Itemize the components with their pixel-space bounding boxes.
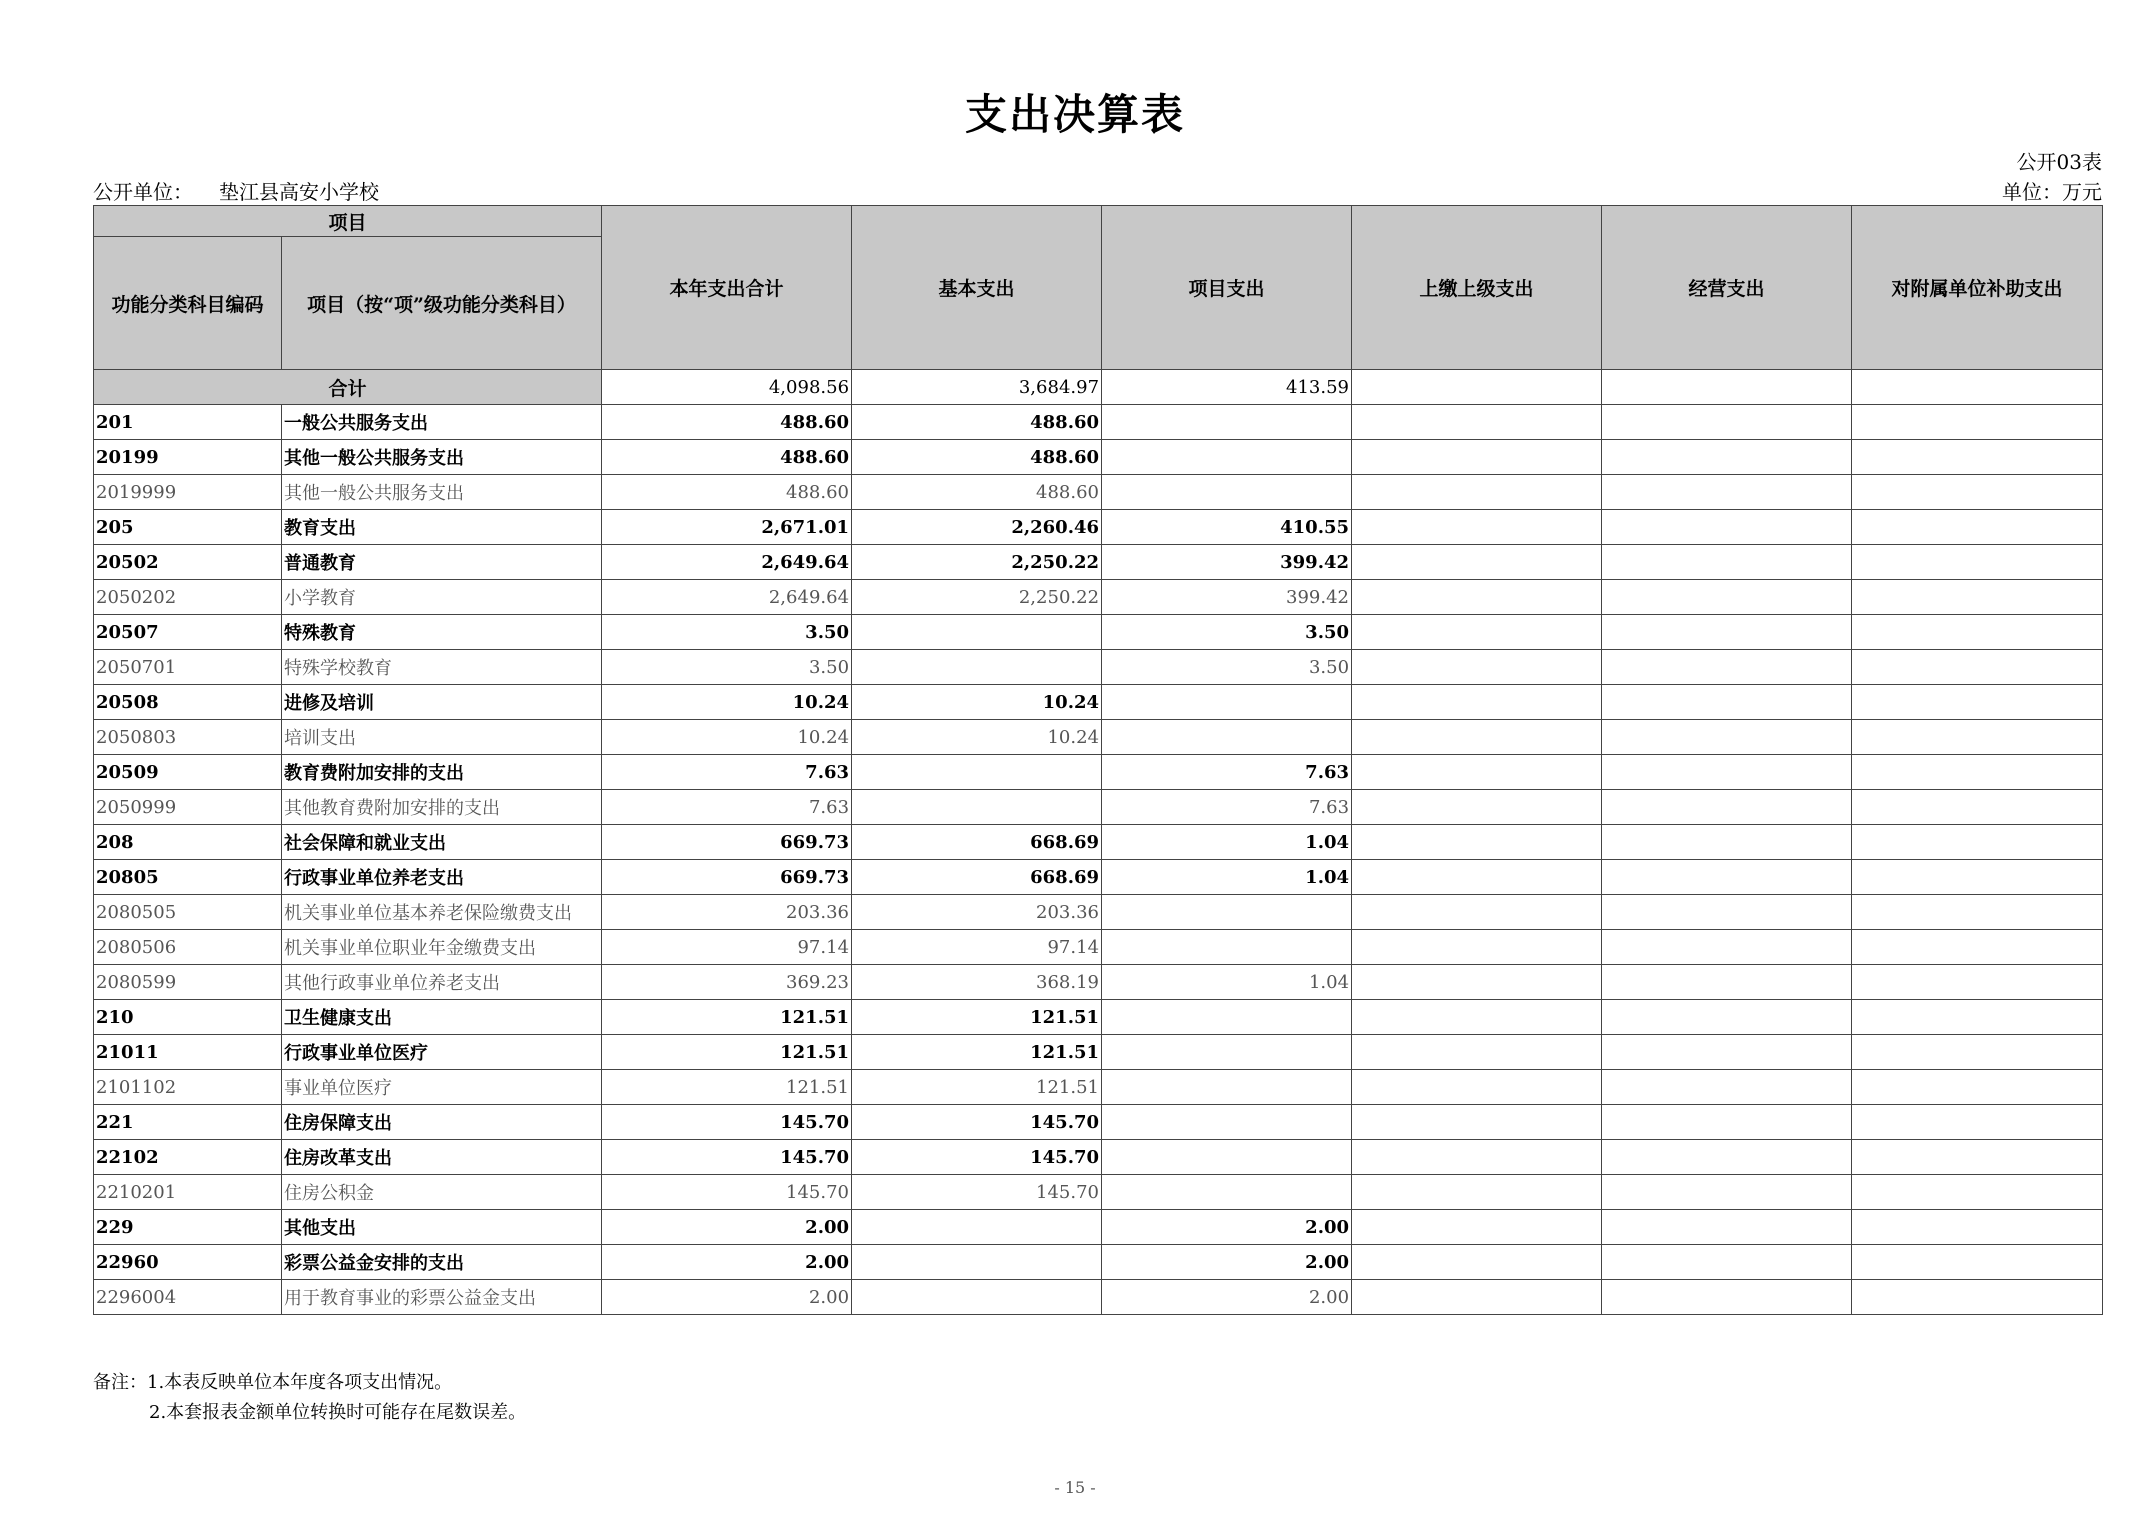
project-cell [1102, 440, 1352, 475]
business-cell [1602, 1035, 1852, 1070]
table-row [94, 825, 2103, 860]
upper-cell [1352, 615, 1602, 650]
business-cell [1602, 1105, 1852, 1140]
project-cell [1102, 1070, 1352, 1105]
form-number: 公开03表 [2016, 150, 2102, 174]
subsidy-cell [1852, 1280, 2103, 1315]
code-cell: 205 [94, 510, 282, 545]
name-cell: 卫生健康支出 [282, 1000, 602, 1035]
name-cell: 其他行政事业单位养老支出 [282, 965, 602, 1000]
basic-cell: 2,260.46 [852, 510, 1102, 545]
business-cell [1602, 720, 1852, 755]
project-cell [1102, 895, 1352, 930]
code-cell: 229 [94, 1210, 282, 1245]
subsidy-cell [1852, 370, 2103, 405]
basic-cell [852, 790, 1102, 825]
table-row [94, 1070, 2103, 1105]
business-cell [1602, 1000, 1852, 1035]
upper-cell [1352, 1210, 1602, 1245]
business-cell [1602, 860, 1852, 895]
upper-cell [1352, 790, 1602, 825]
project-cell: 413.59 [1102, 370, 1352, 405]
org-label: 公开单位： [93, 180, 193, 204]
header-business: 经营支出 [1602, 206, 1852, 370]
table-row [94, 475, 2103, 510]
basic-cell [852, 755, 1102, 790]
code-cell: 2080506 [94, 930, 282, 965]
total-cell: 488.60 [602, 405, 852, 440]
business-cell [1602, 370, 1852, 405]
subsidy-cell [1852, 1035, 2103, 1070]
upper-cell [1352, 475, 1602, 510]
table-row [94, 860, 2103, 895]
basic-cell [852, 1245, 1102, 1280]
business-cell [1602, 475, 1852, 510]
basic-cell: 145.70 [852, 1175, 1102, 1210]
upper-cell [1352, 860, 1602, 895]
basic-cell: 121.51 [852, 1035, 1102, 1070]
business-cell [1602, 405, 1852, 440]
header-project: 项目支出 [1102, 206, 1352, 370]
code-cell: 20509 [94, 755, 282, 790]
business-cell [1602, 965, 1852, 1000]
basic-cell [852, 1210, 1102, 1245]
name-cell: 教育费附加安排的支出 [282, 755, 602, 790]
upper-cell [1352, 965, 1602, 1000]
upper-cell [1352, 895, 1602, 930]
subsidy-cell [1852, 650, 2103, 685]
project-cell: 7.63 [1102, 790, 1352, 825]
table-row [94, 1000, 2103, 1035]
subsidy-cell [1852, 720, 2103, 755]
basic-cell [852, 615, 1102, 650]
upper-cell [1352, 510, 1602, 545]
table-row [94, 685, 2103, 720]
basic-cell: 10.24 [852, 685, 1102, 720]
upper-cell [1352, 405, 1602, 440]
name-cell: 住房保障支出 [282, 1105, 602, 1140]
basic-cell: 145.70 [852, 1140, 1102, 1175]
name-cell: 小学教育 [282, 580, 602, 615]
basic-cell: 488.60 [852, 440, 1102, 475]
total-cell: 7.63 [602, 790, 852, 825]
total-cell: 369.23 [602, 965, 852, 1000]
basic-cell: 121.51 [852, 1000, 1102, 1035]
business-cell [1602, 1140, 1852, 1175]
code-cell: 2019999 [94, 475, 282, 510]
name-cell: 其他教育费附加安排的支出 [282, 790, 602, 825]
total-cell: 669.73 [602, 860, 852, 895]
upper-cell [1352, 1000, 1602, 1035]
basic-cell: 2,250.22 [852, 545, 1102, 580]
upper-cell [1352, 755, 1602, 790]
project-cell [1102, 685, 1352, 720]
total-cell: 145.70 [602, 1175, 852, 1210]
code-cell: 20199 [94, 440, 282, 475]
code-cell: 2210201 [94, 1175, 282, 1210]
code-cell: 2101102 [94, 1070, 282, 1105]
project-cell: 1.04 [1102, 825, 1352, 860]
table-row [94, 895, 2103, 930]
basic-cell [852, 1280, 1102, 1315]
total-cell: 2,649.64 [602, 580, 852, 615]
notes [93, 1368, 526, 1428]
subsidy-cell [1852, 510, 2103, 545]
total-cell: 97.14 [602, 930, 852, 965]
subsidy-cell [1852, 1210, 2103, 1245]
subsidy-cell [1852, 685, 2103, 720]
project-cell: 399.42 [1102, 580, 1352, 615]
project-cell [1102, 1140, 1352, 1175]
project-cell: 1.04 [1102, 860, 1352, 895]
upper-cell [1352, 930, 1602, 965]
header-code: 功能分类科目编码 [94, 237, 282, 370]
subsidy-cell [1852, 1070, 2103, 1105]
subsidy-cell [1852, 1245, 2103, 1280]
project-cell [1102, 475, 1352, 510]
page-title: 支出决算表 [964, 90, 1185, 139]
name-cell: 事业单位医疗 [282, 1070, 602, 1105]
subsidy-cell [1852, 1000, 2103, 1035]
name-cell: 其他一般公共服务支出 [282, 440, 602, 475]
business-cell [1602, 895, 1852, 930]
total-cell: 145.70 [602, 1140, 852, 1175]
table-row [94, 510, 2103, 545]
table-row [94, 790, 2103, 825]
code-cell: 2050202 [94, 580, 282, 615]
subsidy-cell [1852, 1105, 2103, 1140]
name-cell: 培训支出 [282, 720, 602, 755]
table-row [94, 965, 2103, 1000]
upper-cell [1352, 1245, 1602, 1280]
code-cell: 20508 [94, 685, 282, 720]
project-cell [1102, 1175, 1352, 1210]
total-cell: 10.24 [602, 685, 852, 720]
upper-cell [1352, 1105, 1602, 1140]
basic-cell: 368.19 [852, 965, 1102, 1000]
business-cell [1602, 755, 1852, 790]
note-1: 备注：1.本表反映单位本年度各项支出情况。 [93, 1372, 453, 1393]
table-row [94, 1140, 2103, 1175]
total-cell: 4,098.56 [602, 370, 852, 405]
code-cell: 2050999 [94, 790, 282, 825]
table-row [94, 755, 2103, 790]
business-cell [1602, 1210, 1852, 1245]
business-cell [1602, 1175, 1852, 1210]
name-cell: 其他一般公共服务支出 [282, 475, 602, 510]
upper-cell [1352, 1280, 1602, 1315]
table-row [94, 930, 2103, 965]
code-cell: 22102 [94, 1140, 282, 1175]
project-cell: 2.00 [1102, 1245, 1352, 1280]
basic-cell: 488.60 [852, 475, 1102, 510]
name-cell: 特殊学校教育 [282, 650, 602, 685]
project-cell: 3.50 [1102, 615, 1352, 650]
table-row [94, 1245, 2103, 1280]
name-cell: 机关事业单位职业年金缴费支出 [282, 930, 602, 965]
project-cell [1102, 1105, 1352, 1140]
name-cell: 进修及培训 [282, 685, 602, 720]
table-row [94, 440, 2103, 475]
business-cell [1602, 930, 1852, 965]
subsidy-cell [1852, 755, 2103, 790]
total-cell: 145.70 [602, 1105, 852, 1140]
project-cell: 3.50 [1102, 650, 1352, 685]
code-cell: 2080599 [94, 965, 282, 1000]
header-subsidy: 对附属单位补助支出 [1852, 206, 2103, 370]
project-cell: 2.00 [1102, 1210, 1352, 1245]
basic-cell: 97.14 [852, 930, 1102, 965]
business-cell [1602, 1070, 1852, 1105]
basic-cell: 668.69 [852, 825, 1102, 860]
project-cell: 399.42 [1102, 545, 1352, 580]
total-cell: 2,649.64 [602, 545, 852, 580]
name-cell: 教育支出 [282, 510, 602, 545]
project-cell [1102, 930, 1352, 965]
basic-cell: 488.60 [852, 405, 1102, 440]
project-cell [1102, 1000, 1352, 1035]
code-cell: 2050701 [94, 650, 282, 685]
name-cell: 用于教育事业的彩票公益金支出 [282, 1280, 602, 1315]
business-cell [1602, 545, 1852, 580]
table-row [94, 1210, 2103, 1245]
name-cell: 一般公共服务支出 [282, 405, 602, 440]
code-cell: 2050803 [94, 720, 282, 755]
subsidy-cell [1852, 930, 2103, 965]
name-cell: 特殊教育 [282, 615, 602, 650]
total-cell: 121.51 [602, 1035, 852, 1070]
code-cell: 221 [94, 1105, 282, 1140]
subsidy-cell [1852, 1175, 2103, 1210]
total-cell: 488.60 [602, 475, 852, 510]
subsidy-cell [1852, 475, 2103, 510]
table-row [94, 545, 2103, 580]
header-basic: 基本支出 [852, 206, 1102, 370]
total-cell: 2,671.01 [602, 510, 852, 545]
project-cell [1102, 720, 1352, 755]
name-cell: 彩票公益金安排的支出 [282, 1245, 602, 1280]
code-cell: 20507 [94, 615, 282, 650]
business-cell [1602, 580, 1852, 615]
total-cell: 203.36 [602, 895, 852, 930]
total-cell: 10.24 [602, 720, 852, 755]
code-cell: 21011 [94, 1035, 282, 1070]
basic-cell: 2,250.22 [852, 580, 1102, 615]
total-cell: 2.00 [602, 1245, 852, 1280]
name-cell: 住房公积金 [282, 1175, 602, 1210]
upper-cell [1352, 580, 1602, 615]
upper-cell [1352, 685, 1602, 720]
upper-cell [1352, 440, 1602, 475]
subsidy-cell [1852, 825, 2103, 860]
upper-cell [1352, 650, 1602, 685]
org-name: 垫江县高安小学校 [219, 180, 379, 204]
business-cell [1602, 825, 1852, 860]
business-cell [1602, 685, 1852, 720]
upper-cell [1352, 1140, 1602, 1175]
header-name: 项目（按“项”级功能分类科目） [282, 237, 602, 370]
project-cell [1102, 1035, 1352, 1070]
total-cell: 2.00 [602, 1210, 852, 1245]
subsidy-cell [1852, 895, 2103, 930]
basic-cell: 668.69 [852, 860, 1102, 895]
subsidy-cell [1852, 1140, 2103, 1175]
table-row [94, 1175, 2103, 1210]
name-cell: 行政事业单位养老支出 [282, 860, 602, 895]
money-unit: 单位：万元 [2002, 180, 2102, 204]
name-cell: 普通教育 [282, 545, 602, 580]
code-cell: 20805 [94, 860, 282, 895]
table-row [94, 1105, 2103, 1140]
table-row [94, 1035, 2103, 1070]
project-cell: 1.04 [1102, 965, 1352, 1000]
header-upper: 上缴上级支出 [1352, 206, 1602, 370]
business-cell [1602, 1280, 1852, 1315]
note-2: 2.本套报表金额单位转换时可能存在尾数误差。 [149, 1402, 527, 1423]
subsidy-cell [1852, 440, 2103, 475]
business-cell [1602, 650, 1852, 685]
total-row [94, 370, 2103, 405]
subsidy-cell [1852, 860, 2103, 895]
table-row [94, 720, 2103, 755]
project-cell [1102, 405, 1352, 440]
subsidy-cell [1852, 965, 2103, 1000]
header-item-group: 项目 [94, 206, 602, 237]
header-total: 本年支出合计 [602, 206, 852, 370]
basic-cell: 145.70 [852, 1105, 1102, 1140]
business-cell [1602, 510, 1852, 545]
subsidy-cell [1852, 580, 2103, 615]
total-cell: 2.00 [602, 1280, 852, 1315]
total-cell: 488.60 [602, 440, 852, 475]
total-cell: 3.50 [602, 615, 852, 650]
code-cell: 22960 [94, 1245, 282, 1280]
name-cell: 机关事业单位基本养老保险缴费支出 [282, 895, 602, 930]
table-row [94, 1280, 2103, 1315]
business-cell [1602, 1245, 1852, 1280]
upper-cell [1352, 1175, 1602, 1210]
basic-cell: 3,684.97 [852, 370, 1102, 405]
upper-cell [1352, 825, 1602, 860]
upper-cell [1352, 370, 1602, 405]
basic-cell: 10.24 [852, 720, 1102, 755]
name-cell: 社会保障和就业支出 [282, 825, 602, 860]
page-number: - 15 - [1054, 1478, 1096, 1497]
business-cell [1602, 615, 1852, 650]
project-cell: 7.63 [1102, 755, 1352, 790]
table-row [94, 650, 2103, 685]
code-cell: 2296004 [94, 1280, 282, 1315]
upper-cell [1352, 545, 1602, 580]
project-cell: 2.00 [1102, 1280, 1352, 1315]
total-cell: 669.73 [602, 825, 852, 860]
business-cell [1602, 790, 1852, 825]
expenditure-table [93, 205, 2103, 1315]
project-cell: 410.55 [1102, 510, 1352, 545]
subsidy-cell [1852, 545, 2103, 580]
code-cell: 2080505 [94, 895, 282, 930]
table-row [94, 615, 2103, 650]
total-label: 合计 [94, 370, 602, 405]
subsidy-cell [1852, 615, 2103, 650]
basic-cell: 121.51 [852, 1070, 1102, 1105]
total-cell: 7.63 [602, 755, 852, 790]
code-cell: 208 [94, 825, 282, 860]
basic-cell: 203.36 [852, 895, 1102, 930]
upper-cell [1352, 1070, 1602, 1105]
table-row [94, 405, 2103, 440]
name-cell: 其他支出 [282, 1210, 602, 1245]
basic-cell [852, 650, 1102, 685]
name-cell: 住房改革支出 [282, 1140, 602, 1175]
name-cell: 行政事业单位医疗 [282, 1035, 602, 1070]
upper-cell [1352, 1035, 1602, 1070]
total-cell: 121.51 [602, 1070, 852, 1105]
subsidy-cell [1852, 405, 2103, 440]
total-cell: 121.51 [602, 1000, 852, 1035]
total-cell: 3.50 [602, 650, 852, 685]
code-cell: 201 [94, 405, 282, 440]
subsidy-cell [1852, 790, 2103, 825]
code-cell: 20502 [94, 545, 282, 580]
code-cell: 210 [94, 1000, 282, 1035]
org-info [93, 176, 379, 205]
upper-cell [1352, 720, 1602, 755]
table-row [94, 580, 2103, 615]
business-cell [1602, 440, 1852, 475]
